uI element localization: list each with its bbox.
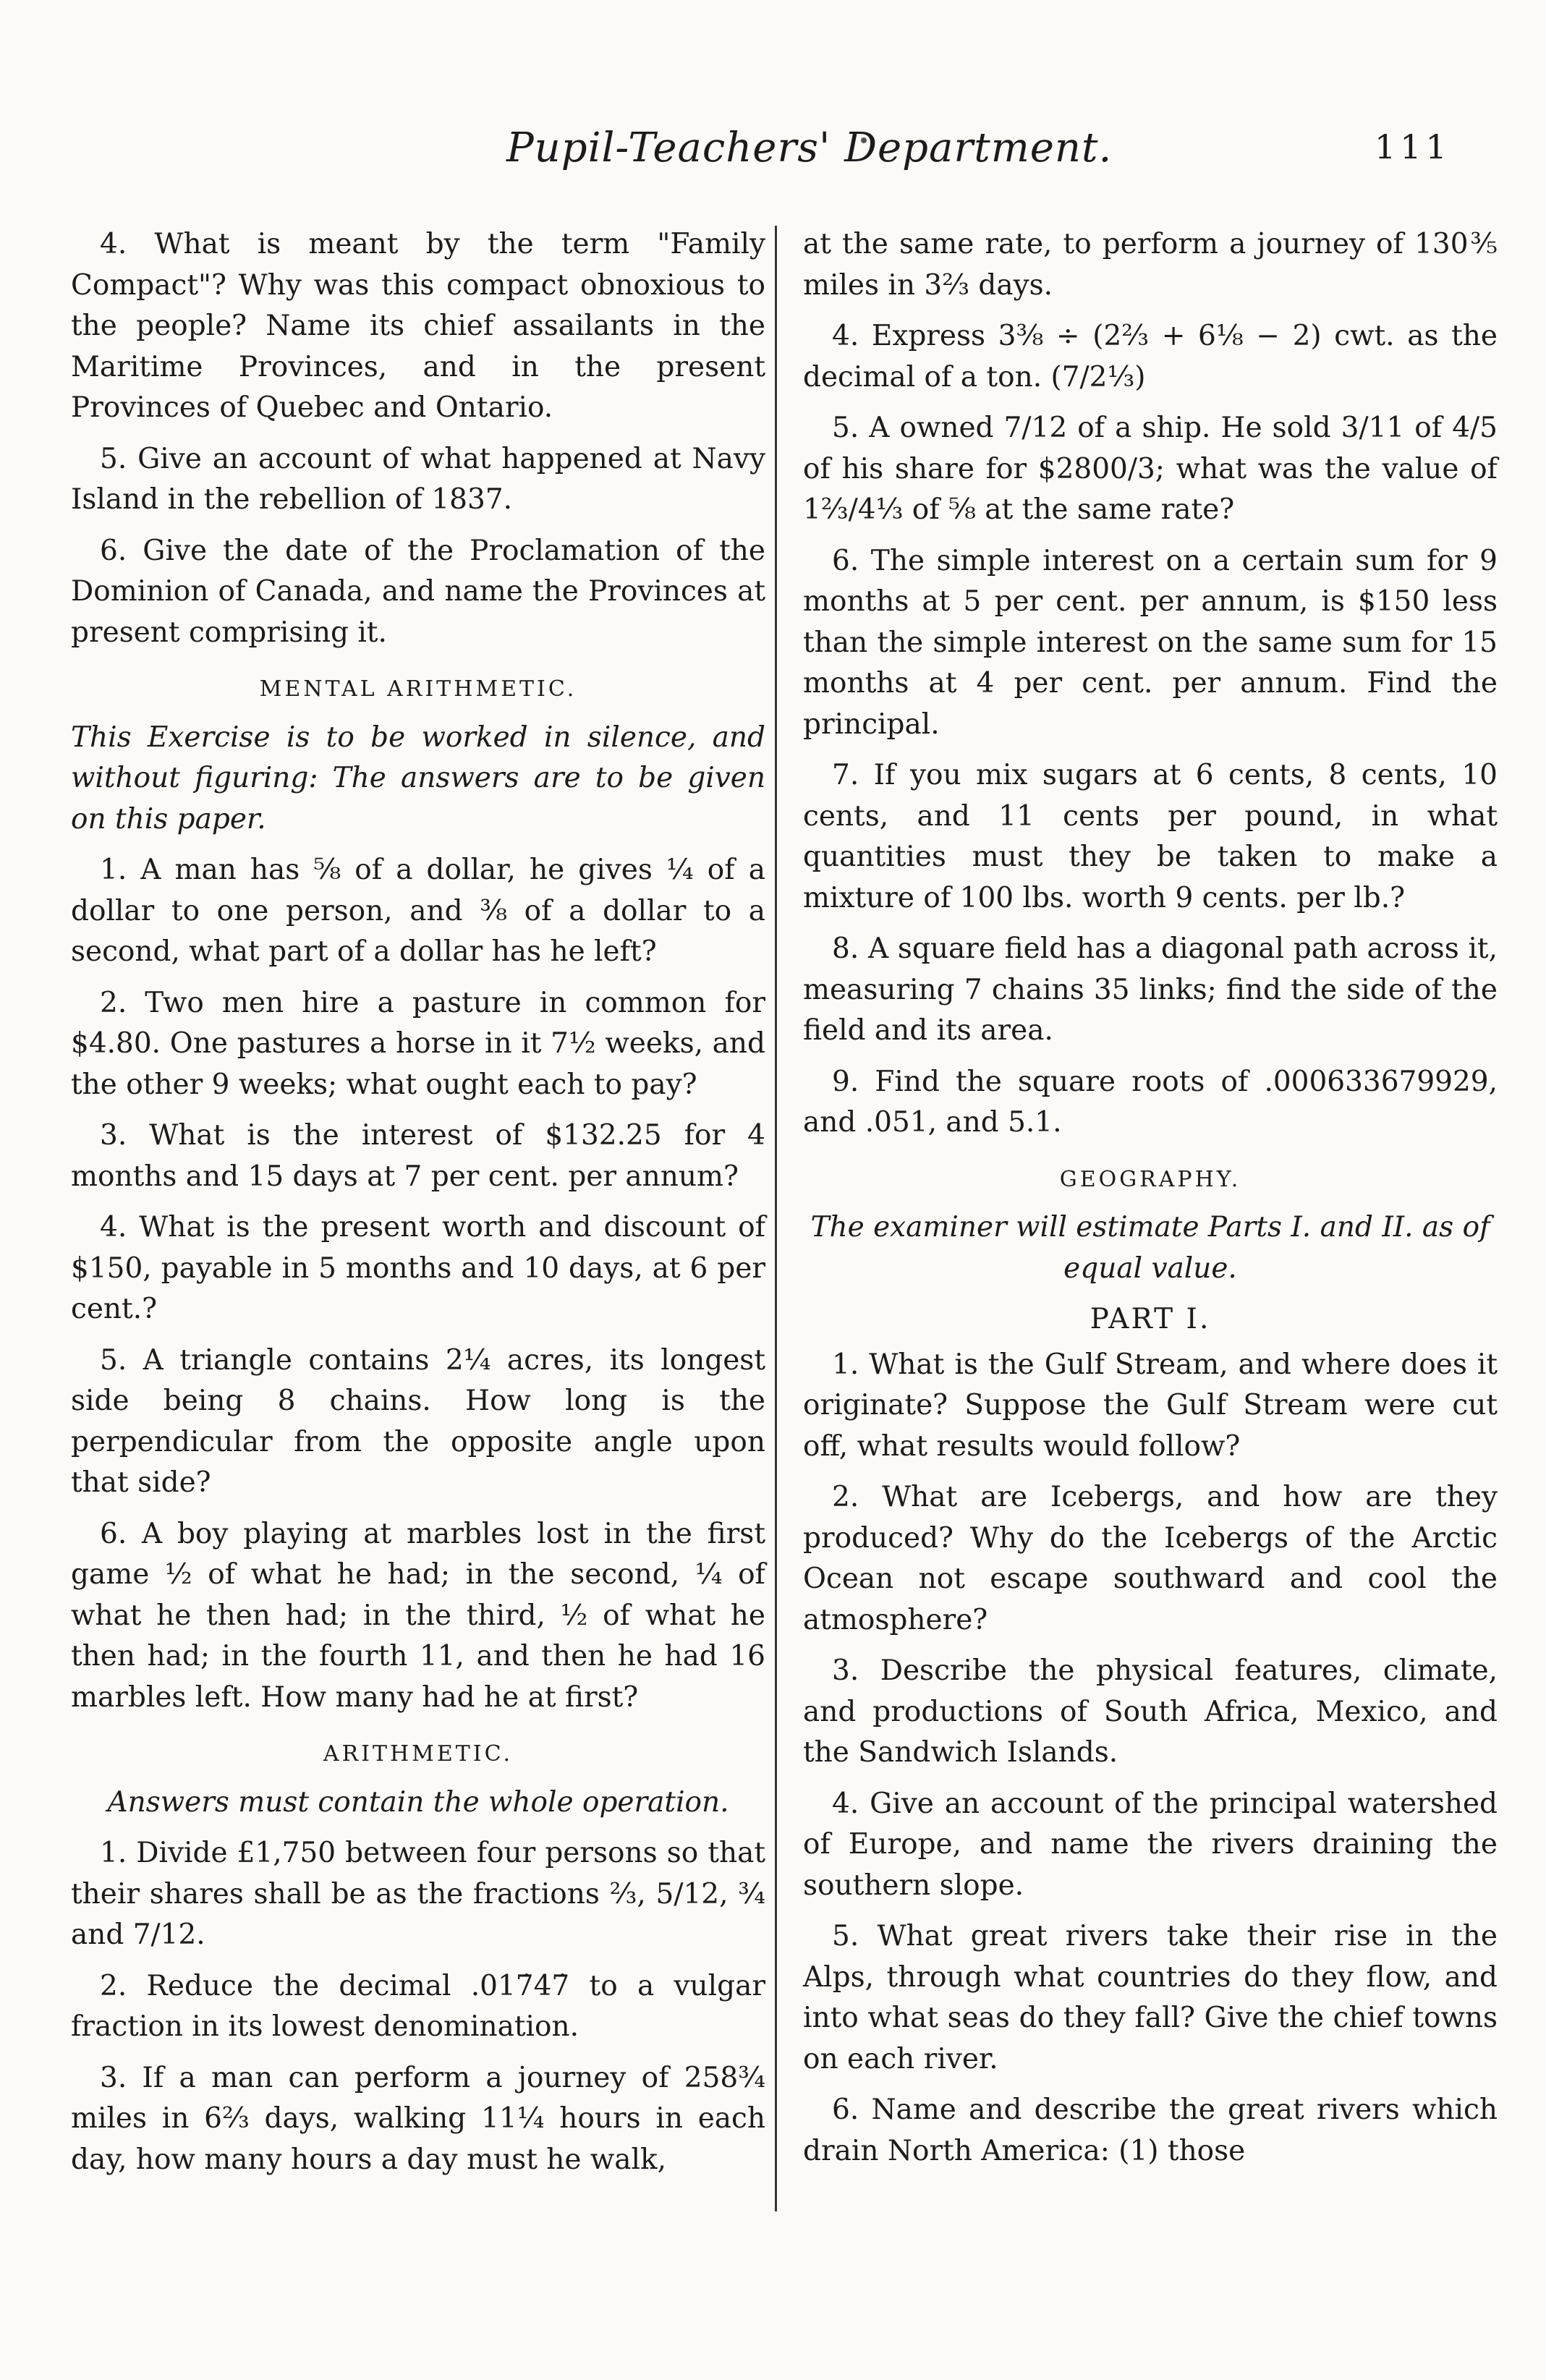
right-column — [803, 224, 1498, 2182]
arithmetic-note: Answers must contain the whole operation. — [107, 1785, 729, 1819]
arithmetic-continued-3: at the same rate, to perform a journey of 130⅗ miles in 3⅔ days. — [803, 228, 1498, 302]
arithmetic-question-5: 5. A owned 7/12 of a ship. He sold 3/11 of 4/5 of his share for $2800/3; what was the value of 1⅔/4⅓ of ⅝ at the same rate? — [803, 412, 1498, 526]
page-header — [0, 124, 1546, 182]
mental-question-1: 1. A man has ⅝ of a dollar, he gives ¼ of a dollar to one person, and ⅜ of a dollar to a second, what part of a dollar has he left? — [71, 854, 765, 968]
page-number: 111 — [1375, 127, 1451, 166]
running-head: Pupil-Teachers' Department. — [506, 124, 1113, 171]
geography-question-2: 2. What are Icebergs, and how are they produced? Why do the Icebergs of the Arctic Ocean not escape southward and cool the atmosphere? — [803, 1481, 1498, 1636]
arithmetic-question-8: 8. A square field has a diagonal path across it, measuring 7 chains 35 links; find the side of the field and its area. — [803, 932, 1498, 1047]
column-divider — [775, 226, 777, 2211]
mental-question-3: 3. What is the interest of $132.25 for 4 months and 15 days at 7 per cent. per annum? — [71, 1119, 765, 1193]
mental-arithmetic-heading: MENTAL ARITHMETIC. — [259, 676, 577, 702]
mental-question-2: 2. Two men hire a pasture in common for $4.80. One pastures a horse in it 7½ weeks, and the other 9 weeks; what ought each to pay? — [71, 986, 765, 1101]
geography-question-3: 3. Describe the physical features, climate, and productions of South Africa, Mexico, and the Sandwich Islands. — [803, 1654, 1498, 1769]
history-question-4: 4. What is meant by the term "Family Compact"? Why was this compact obnoxious to the people? Name its chief assailants in the Maritime Provinces, and in the present Provinces of Quebec and Ontario. — [71, 228, 765, 424]
history-question-5: 5. Give an account of what happened at Navy Island in the rebellion of 1837. — [71, 442, 765, 516]
arithmetic-question-6: 6. The simple interest on a certain sum for 9 months at 5 per cent. per annum, is $150 less than the simple interest on the same sum for 15 months at 4 per cent. per annum. Find the principal. — [803, 544, 1498, 741]
arithmetic-question-4: 4. Express 3⅜ ÷ (2⅔ + 6⅛ − 2) cwt. as the decimal of a ton. (7/2⅓) — [803, 320, 1498, 394]
arithmetic-question-1: 1. Divide £1,750 between four persons so that their shares shall be as the fractions ⅔, 5/12, ¾ and 7/12. — [71, 1837, 765, 1951]
geography-note: The examiner will estimate Parts I. and II. as of equal value. — [810, 1211, 1490, 1285]
part-one-heading: PART I. — [1090, 1303, 1211, 1335]
mental-question-4: 4. What is the present worth and discount of $150, payable in 5 months and 10 days, at 6 per cent.? — [71, 1211, 765, 1325]
mental-question-5: 5. A triangle contains 2¼ acres, its longest side being 8 chains. How long is the perpendicular from the opposite angle upon that side? — [71, 1343, 765, 1499]
history-question-6: 6. Give the date of the Proclamation of the Dominion of Canada, and name the Provinces at present comprising it. — [71, 534, 765, 649]
geography-question-6: 6. Name and describe the great rivers which drain North America: (1) those — [803, 2094, 1498, 2167]
arithmetic-question-9: 9. Find the square roots of .000633679929, and .051, and 5.1. — [803, 1065, 1498, 1139]
arithmetic-question-3: 3. If a man can perform a journey of 258¾ miles in 6⅔ days, walking 11¼ hours in each day, how many hours a day must he walk, — [71, 2061, 765, 2176]
geography-question-4: 4. Give an account of the principal watershed of Europe, and name the rivers draining the southern slope. — [803, 1787, 1498, 1902]
left-column — [71, 224, 765, 2190]
arithmetic-heading: ARITHMETIC. — [323, 1741, 514, 1767]
geography-question-1: 1. What is the Gulf Stream, and where does it originate? Suppose the Gulf Stream were cut off, what results would follow? — [803, 1348, 1498, 1463]
arithmetic-question-2: 2. Reduce the decimal .017̇47̇ to a vulgar fraction in its lowest denomination. — [71, 1969, 765, 2043]
arithmetic-question-7: 7. If you mix sugars at 6 cents, 8 cents, 10 cents, and 11 cents per pound, in what quantities must they be taken to make a mixture of 100 lbs. worth 9 cents. per lb.? — [803, 759, 1498, 914]
mental-arithmetic-note: This Exercise is to be worked in silence, and without figuring: The answers are to be given on this paper. — [71, 721, 765, 836]
mental-question-6: 6. A boy playing at marbles lost in the first game ½ of what he had; in the second, ¼ of what he then had; in the third, ½ of what he then had; in the fourth 11, and then he had 16 marbles left. How many had he at first? — [71, 1517, 765, 1714]
geography-question-5: 5. What great rivers take their rise in the Alps, through what countries do they flow, and into what seas do they fall? Give the chief towns on each river. — [803, 1920, 1498, 2075]
geography-heading: GEOGRAPHY. — [1059, 1166, 1241, 1192]
